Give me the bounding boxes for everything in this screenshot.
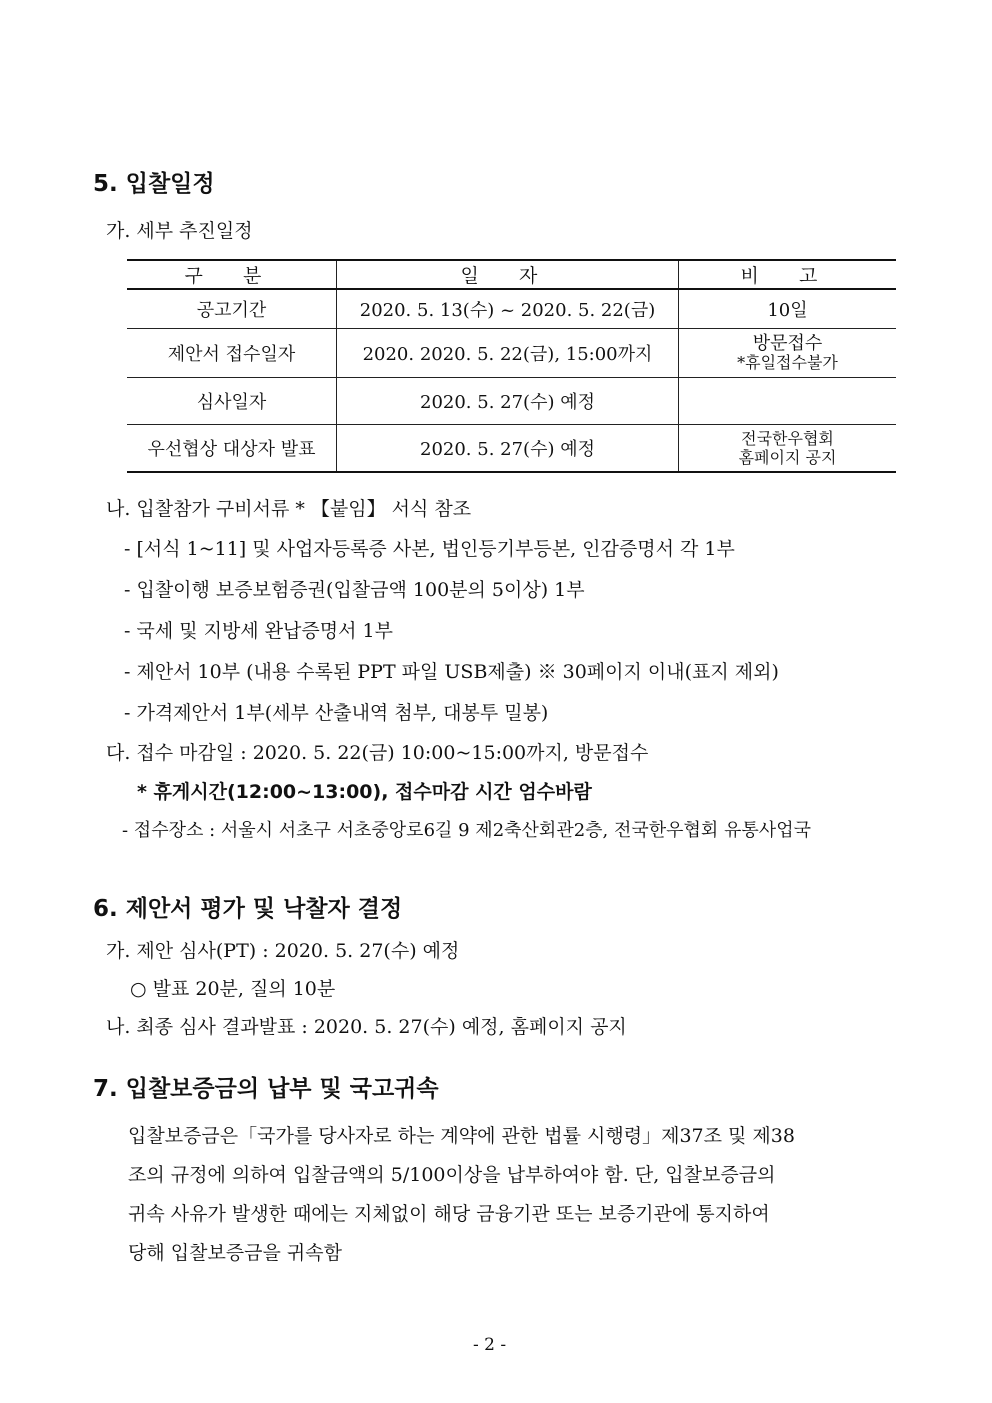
row-note [679,329,897,378]
row-date: 2020. 2020. 5. 22(금), 15:00까지 [337,329,679,378]
row-note [679,425,897,473]
na-item: - 가격제안서 1부(세부 산출내역 첨부, 대봉투 밀봉) [124,702,549,724]
page-number: - 2 - [473,1335,507,1355]
row-note-line: 방문접수 [752,333,823,354]
da-place: - 접수장소 : 서울시 서초구 서초중앙로6길 9 제2축산회관2층, 전국한우협회 유통사업국 [122,820,811,841]
row-note-line: 전국한우협회 [741,429,834,448]
section6-ga-item: ○ 발표 20분, 질의 10분 [130,978,336,1000]
header-note: 비 고 [679,260,897,289]
section7-line: 조의 규정에 의하여 입찰금액의 5/100이상을 납부하여야 함. 단, 입찰보증금의 [128,1164,776,1186]
row-note-line: 홈페이지 공지 [738,448,837,467]
section7-title: 7. 입찰보증금의 납부 및 국고귀속 [93,1076,439,1102]
section5-title: 5. 입찰일정 [93,171,215,197]
row-label: 제안서 접수일자 [127,329,337,378]
section7-line: 입찰보증금은「국가를 당사자로 하는 계약에 관한 법률 시행령」제37조 및 제38 [128,1125,795,1147]
section6-ga: 가. 제안 심사(PT) : 2020. 5. 27(수) 예정 [106,940,460,962]
na-item: - 제안서 10부 (내용 수록된 PPT 파일 USB제출) ※ 30페이지 이내(표지 제외) [124,661,779,683]
na-item: - 국세 및 지방세 완납증명서 1부 [124,620,393,642]
row-label: 공고기간 [127,289,337,329]
section6-na: 나. 최종 심사 결과발표 : 2020. 5. 27(수) 예정, 홈페이지 공지 [106,1016,627,1038]
row-note-line: *휴일접수불가 [737,353,838,372]
row-note [679,289,897,329]
row-label: 심사일자 [127,378,337,425]
section5-sub-ga: 가. 세부 추진일정 [106,220,253,242]
header-date: 일 자 [337,260,679,289]
table-row [127,378,896,425]
na-item: - [서식 1~11] 및 사업자등록증 사본, 법인등기부등본, 인감증명서 각 1부 [124,538,735,560]
row-date: 2020. 5. 27(수) 예정 [337,378,679,425]
section7-line: 귀속 사유가 발생한 때에는 지체없이 해당 금융기관 또는 보증기관에 통지하여 [128,1203,770,1225]
schedule-table [127,259,896,473]
row-note [679,378,897,425]
section5-sub-na: 나. 입찰참가 구비서류 * 【붙임】 서식 참조 [106,498,472,520]
row-note-line: 10일 [767,300,808,321]
table-row [127,289,896,329]
row-label: 우선협상 대상자 발표 [127,425,337,473]
table-row [127,425,896,473]
na-item: - 입찰이행 보증보험증권(입찰금액 100분의 5이상) 1부 [124,579,585,601]
section5-sub-da: 다. 접수 마감일 : 2020. 5. 22(금) 10:00~15:00까지, 방문접수 [106,742,649,764]
table-header-row [127,260,896,289]
row-date: 2020. 5. 27(수) 예정 [337,425,679,473]
table-row [127,329,896,378]
da-note: * 휴게시간(12:00~13:00), 접수마감 시간 엄수바람 [137,781,592,803]
section7-line: 당해 입찰보증금을 귀속함 [128,1242,342,1264]
row-date: 2020. 5. 13(수) ~ 2020. 5. 22(금) [337,289,679,329]
section6-title: 6. 제안서 평가 및 낙찰자 결정 [93,896,403,922]
header-category: 구 분 [127,260,337,289]
